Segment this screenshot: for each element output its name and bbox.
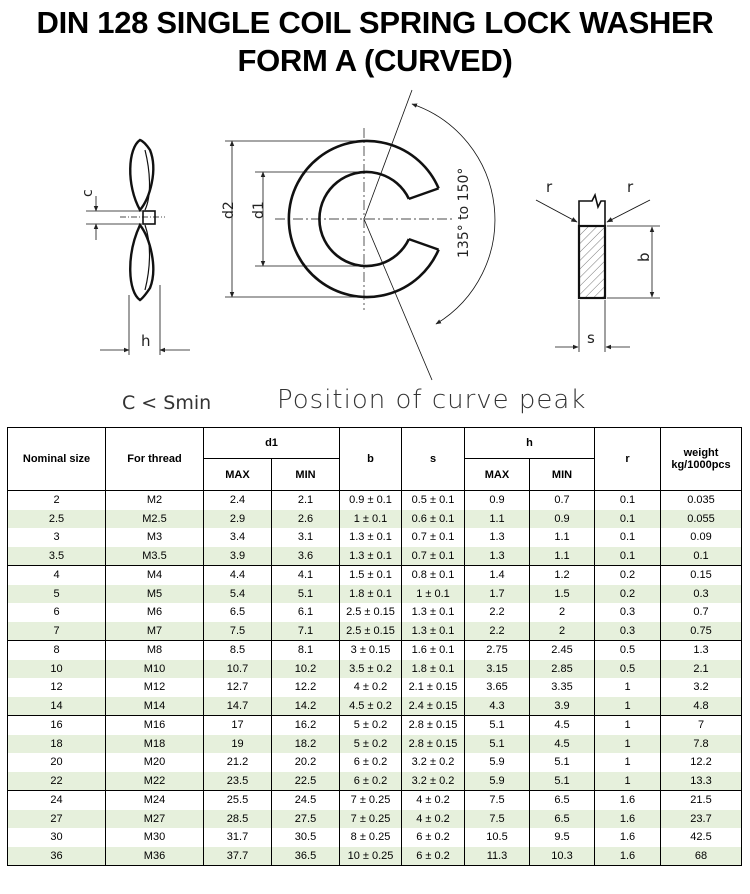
cell-h-min: 5.1 — [530, 753, 595, 772]
cell-d1-min: 22.5 — [272, 772, 340, 791]
table-row — [8, 847, 742, 866]
cell-nominal-size: 30 — [8, 828, 106, 847]
cell-for-thread: M27 — [106, 810, 204, 829]
cell-h-min: 5.1 — [530, 772, 595, 791]
cell-for-thread: M16 — [106, 716, 204, 735]
cell-r: 0.3 — [595, 603, 661, 622]
cell-h-min: 3.35 — [530, 678, 595, 697]
cell-nominal-size: 6 — [8, 603, 106, 622]
cell-h-max: 4.3 — [465, 697, 530, 716]
cell-b: 1.8 ± 0.1 — [340, 585, 402, 604]
cell-s: 0.8 ± 0.1 — [402, 566, 465, 585]
cell-for-thread: M2.5 — [106, 510, 204, 529]
cell-h-max: 10.5 — [465, 828, 530, 847]
cell-b: 4.5 ± 0.2 — [340, 697, 402, 716]
cell-r: 0.5 — [595, 660, 661, 679]
table-row — [8, 491, 742, 510]
side-view — [86, 140, 190, 355]
cell-weight: 0.09 — [661, 528, 742, 547]
cell-s: 6 ± 0.2 — [402, 847, 465, 866]
cell-for-thread: M3.5 — [106, 547, 204, 566]
cell-weight: 0.1 — [661, 547, 742, 566]
cell-r: 1.6 — [595, 810, 661, 829]
label-r-left: r — [546, 178, 553, 196]
cell-b: 6 ± 0.2 — [340, 772, 402, 791]
section-view — [536, 195, 660, 352]
cell-weight: 2.1 — [661, 660, 742, 679]
cell-r: 0.1 — [595, 528, 661, 547]
cell-h-max: 1.3 — [465, 547, 530, 566]
cell-s: 0.6 ± 0.1 — [402, 510, 465, 529]
cell-b: 2.5 ± 0.15 — [340, 603, 402, 622]
table-row — [8, 735, 742, 754]
cell-h-min: 1.5 — [530, 585, 595, 604]
cell-h-max: 3.15 — [465, 660, 530, 679]
cell-b: 3.5 ± 0.2 — [340, 660, 402, 679]
cell-d1-max: 14.7 — [204, 697, 272, 716]
cell-b: 7 ± 0.25 — [340, 791, 402, 810]
header-d1-min: MIN — [272, 459, 340, 491]
cell-nominal-size: 5 — [8, 585, 106, 604]
cell-weight: 3.2 — [661, 678, 742, 697]
cell-h-min: 4.5 — [530, 735, 595, 754]
page-title — [0, 4, 750, 80]
cell-h-max: 1.3 — [465, 528, 530, 547]
cell-h-min: 6.5 — [530, 810, 595, 829]
cell-b: 1.3 ± 0.1 — [340, 528, 402, 547]
label-c: c — [80, 189, 96, 197]
cell-weight: 7 — [661, 716, 742, 735]
table-row — [8, 547, 742, 566]
cell-s: 0.7 ± 0.1 — [402, 528, 465, 547]
cell-h-min: 2.85 — [530, 660, 595, 679]
cell-s: 3.2 ± 0.2 — [402, 772, 465, 791]
cell-h-max: 7.5 — [465, 810, 530, 829]
cell-r: 1 — [595, 716, 661, 735]
cell-d1-min: 12.2 — [272, 678, 340, 697]
cell-h-min: 0.9 — [530, 510, 595, 529]
cell-weight: 0.15 — [661, 566, 742, 585]
cell-d1-max: 28.5 — [204, 810, 272, 829]
cell-d1-max: 5.4 — [204, 585, 272, 604]
cell-nominal-size: 36 — [8, 847, 106, 866]
cell-nominal-size: 22 — [8, 772, 106, 791]
cell-weight: 0.055 — [661, 510, 742, 529]
cell-weight: 23.7 — [661, 810, 742, 829]
cell-d1-min: 3.6 — [272, 547, 340, 566]
cell-h-max: 2.75 — [465, 641, 530, 660]
cell-h-max: 11.3 — [465, 847, 530, 866]
cell-nominal-size: 27 — [8, 810, 106, 829]
table-row — [8, 510, 742, 529]
cell-h-min: 0.7 — [530, 491, 595, 510]
header-r: r — [595, 428, 661, 491]
cell-s: 0.7 ± 0.1 — [402, 547, 465, 566]
cell-d1-max: 7.5 — [204, 622, 272, 641]
cell-weight: 1.3 — [661, 641, 742, 660]
cell-for-thread: M14 — [106, 697, 204, 716]
cell-r: 1 — [595, 735, 661, 754]
cell-d1-max: 37.7 — [204, 847, 272, 866]
cell-r: 0.1 — [595, 491, 661, 510]
cell-s: 4 ± 0.2 — [402, 791, 465, 810]
cell-nominal-size: 18 — [8, 735, 106, 754]
cell-b: 8 ± 0.25 — [340, 828, 402, 847]
technical-drawing — [0, 80, 750, 425]
label-b: b — [635, 252, 653, 262]
cell-b: 3 ± 0.15 — [340, 641, 402, 660]
cell-for-thread: M5 — [106, 585, 204, 604]
header-b: b — [340, 428, 402, 491]
cell-for-thread: M18 — [106, 735, 204, 754]
cell-weight: 0.75 — [661, 622, 742, 641]
table-row — [8, 528, 742, 547]
table-row — [8, 585, 742, 604]
table-row — [8, 603, 742, 622]
cell-r: 0.1 — [595, 510, 661, 529]
table-row — [8, 622, 742, 641]
cell-h-min: 2 — [530, 622, 595, 641]
cell-d1-min: 18.2 — [272, 735, 340, 754]
cell-b: 5 ± 0.2 — [340, 735, 402, 754]
header-weight-line2: kg/1000pcs — [671, 459, 731, 471]
cell-h-max: 7.5 — [465, 791, 530, 810]
cell-s: 2.4 ± 0.15 — [402, 697, 465, 716]
cell-nominal-size: 12 — [8, 678, 106, 697]
cell-h-min: 6.5 — [530, 791, 595, 810]
table-row — [8, 678, 742, 697]
table-row — [8, 641, 742, 660]
cell-d1-min: 16.2 — [272, 716, 340, 735]
header-d1: d1 — [204, 428, 340, 459]
cell-h-min: 9.5 — [530, 828, 595, 847]
cell-s: 1.8 ± 0.1 — [402, 660, 465, 679]
cell-d1-min: 2.1 — [272, 491, 340, 510]
cell-b: 2.5 ± 0.15 — [340, 622, 402, 641]
cell-weight: 12.2 — [661, 753, 742, 772]
cell-h-max: 1.7 — [465, 585, 530, 604]
header-for-thread: For thread — [106, 428, 204, 491]
label-d2: d2 — [221, 201, 237, 219]
cell-h-min: 10.3 — [530, 847, 595, 866]
table-row — [8, 772, 742, 791]
cell-nominal-size: 4 — [8, 566, 106, 585]
cell-for-thread: M8 — [106, 641, 204, 660]
cell-d1-max: 4.4 — [204, 566, 272, 585]
header-s: s — [402, 428, 465, 491]
cell-h-min: 1.1 — [530, 547, 595, 566]
cell-d1-min: 2.6 — [272, 510, 340, 529]
label-angle: 135° to 150° — [456, 167, 472, 258]
cell-h-max: 5.9 — [465, 772, 530, 791]
cell-d1-max: 6.5 — [204, 603, 272, 622]
cell-b: 4 ± 0.2 — [340, 678, 402, 697]
cell-d1-min: 7.1 — [272, 622, 340, 641]
cell-d1-max: 17 — [204, 716, 272, 735]
cell-h-max: 3.65 — [465, 678, 530, 697]
label-h: h — [141, 332, 151, 350]
title-line-2: FORM A (CURVED) — [237, 43, 513, 78]
cell-s: 1.6 ± 0.1 — [402, 641, 465, 660]
cell-nominal-size: 14 — [8, 697, 106, 716]
header-h-max: MAX — [465, 459, 530, 491]
cell-s: 1.3 ± 0.1 — [402, 603, 465, 622]
cell-d1-max: 3.9 — [204, 547, 272, 566]
cell-s: 2.8 ± 0.15 — [402, 735, 465, 754]
table-row — [8, 716, 742, 735]
cell-h-max: 5.9 — [465, 753, 530, 772]
cell-nominal-size: 7 — [8, 622, 106, 641]
cell-b: 7 ± 0.25 — [340, 810, 402, 829]
cell-d1-min: 3.1 — [272, 528, 340, 547]
table-row — [8, 660, 742, 679]
cell-d1-max: 2.9 — [204, 510, 272, 529]
cell-nominal-size: 2.5 — [8, 510, 106, 529]
cell-for-thread: M6 — [106, 603, 204, 622]
cell-r: 0.3 — [595, 622, 661, 641]
cell-r: 1.6 — [595, 847, 661, 866]
cell-weight: 68 — [661, 847, 742, 866]
cell-b: 0.9 ± 0.1 — [340, 491, 402, 510]
cell-r: 0.2 — [595, 585, 661, 604]
cell-weight: 0.3 — [661, 585, 742, 604]
cell-h-min: 4.5 — [530, 716, 595, 735]
cell-b: 1 ± 0.1 — [340, 510, 402, 529]
cell-nominal-size: 3 — [8, 528, 106, 547]
cell-d1-min: 8.1 — [272, 641, 340, 660]
cell-h-max: 1.4 — [465, 566, 530, 585]
caption-c-condition: C < Smin — [122, 392, 212, 414]
caption-curve-peak: Position of curve peak — [277, 385, 587, 415]
cell-d1-max: 25.5 — [204, 791, 272, 810]
cell-h-min: 3.9 — [530, 697, 595, 716]
cell-weight: 4.8 — [661, 697, 742, 716]
cell-r: 0.2 — [595, 566, 661, 585]
cell-d1-max: 3.4 — [204, 528, 272, 547]
header-nominal-size: Nominal size — [8, 428, 106, 491]
cell-h-min: 2.45 — [530, 641, 595, 660]
cell-nominal-size: 20 — [8, 753, 106, 772]
cell-for-thread: M10 — [106, 660, 204, 679]
cell-d1-max: 2.4 — [204, 491, 272, 510]
cell-h-max: 2.2 — [465, 603, 530, 622]
cell-d1-max: 23.5 — [204, 772, 272, 791]
cell-d1-min: 36.5 — [272, 847, 340, 866]
cell-d1-min: 14.2 — [272, 697, 340, 716]
cell-nominal-size: 10 — [8, 660, 106, 679]
cell-nominal-size: 16 — [8, 716, 106, 735]
cell-s: 1 ± 0.1 — [402, 585, 465, 604]
cell-r: 1 — [595, 753, 661, 772]
cell-for-thread: M20 — [106, 753, 204, 772]
cell-weight: 21.5 — [661, 791, 742, 810]
label-s: s — [587, 329, 595, 347]
table-row — [8, 566, 742, 585]
cell-s: 2.1 ± 0.15 — [402, 678, 465, 697]
cell-r: 0.1 — [595, 547, 661, 566]
cell-d1-min: 6.1 — [272, 603, 340, 622]
table-row — [8, 810, 742, 829]
table-row — [8, 828, 742, 847]
table-row — [8, 791, 742, 810]
dimensions-table — [7, 427, 742, 866]
cell-nominal-size: 3.5 — [8, 547, 106, 566]
cell-d1-max: 19 — [204, 735, 272, 754]
cell-s: 2.8 ± 0.15 — [402, 716, 465, 735]
cell-h-max: 1.1 — [465, 510, 530, 529]
cell-for-thread: M12 — [106, 678, 204, 697]
cell-r: 1 — [595, 772, 661, 791]
cell-for-thread: M2 — [106, 491, 204, 510]
cell-r: 1.6 — [595, 828, 661, 847]
cell-d1-min: 5.1 — [272, 585, 340, 604]
cell-d1-min: 20.2 — [272, 753, 340, 772]
cell-b: 6 ± 0.2 — [340, 753, 402, 772]
cell-for-thread: M4 — [106, 566, 204, 585]
cell-h-max: 2.2 — [465, 622, 530, 641]
header-h: h — [465, 428, 595, 459]
table-body — [8, 491, 742, 866]
cell-d1-max: 8.5 — [204, 641, 272, 660]
cell-d1-max: 31.7 — [204, 828, 272, 847]
cell-h-min: 2 — [530, 603, 595, 622]
cell-r: 1 — [595, 697, 661, 716]
cell-weight: 7.8 — [661, 735, 742, 754]
header-weight — [661, 428, 742, 491]
cell-s: 1.3 ± 0.1 — [402, 622, 465, 641]
cell-nominal-size: 24 — [8, 791, 106, 810]
cell-h-max: 5.1 — [465, 735, 530, 754]
cell-d1-min: 4.1 — [272, 566, 340, 585]
cell-s: 3.2 ± 0.2 — [402, 753, 465, 772]
table-row — [8, 753, 742, 772]
cell-for-thread: M36 — [106, 847, 204, 866]
cell-weight: 0.7 — [661, 603, 742, 622]
label-r-right: r — [627, 178, 634, 196]
cell-s: 0.5 ± 0.1 — [402, 491, 465, 510]
cell-r: 0.5 — [595, 641, 661, 660]
cell-weight: 42.5 — [661, 828, 742, 847]
cell-r: 1.6 — [595, 791, 661, 810]
cell-s: 4 ± 0.2 — [402, 810, 465, 829]
cell-b: 1.5 ± 0.1 — [340, 566, 402, 585]
cell-b: 1.3 ± 0.1 — [340, 547, 402, 566]
cell-for-thread: M3 — [106, 528, 204, 547]
cell-weight: 0.035 — [661, 491, 742, 510]
title-line-1: DIN 128 SINGLE COIL SPRING LOCK WASHER — [36, 5, 714, 40]
front-view — [225, 90, 495, 380]
cell-d1-max: 12.7 — [204, 678, 272, 697]
cell-d1-min: 10.2 — [272, 660, 340, 679]
header-h-min: MIN — [530, 459, 595, 491]
cell-for-thread: M24 — [106, 791, 204, 810]
cell-d1-max: 10.7 — [204, 660, 272, 679]
table-row — [8, 697, 742, 716]
cell-h-max: 5.1 — [465, 716, 530, 735]
cell-for-thread: M30 — [106, 828, 204, 847]
header-d1-max: MAX — [204, 459, 272, 491]
cell-b: 5 ± 0.2 — [340, 716, 402, 735]
cell-r: 1 — [595, 678, 661, 697]
cell-for-thread: M7 — [106, 622, 204, 641]
cell-d1-min: 24.5 — [272, 791, 340, 810]
cell-d1-max: 21.2 — [204, 753, 272, 772]
cell-for-thread: M22 — [106, 772, 204, 791]
cell-h-min: 1.2 — [530, 566, 595, 585]
cell-nominal-size: 2 — [8, 491, 106, 510]
cell-h-max: 0.9 — [465, 491, 530, 510]
cell-s: 6 ± 0.2 — [402, 828, 465, 847]
label-d1: d1 — [251, 201, 267, 219]
header-weight-line1: weight — [683, 447, 719, 459]
cell-d1-min: 27.5 — [272, 810, 340, 829]
cell-nominal-size: 8 — [8, 641, 106, 660]
cell-h-min: 1.1 — [530, 528, 595, 547]
cell-weight: 13.3 — [661, 772, 742, 791]
cell-d1-min: 30.5 — [272, 828, 340, 847]
cell-b: 10 ± 0.25 — [340, 847, 402, 866]
